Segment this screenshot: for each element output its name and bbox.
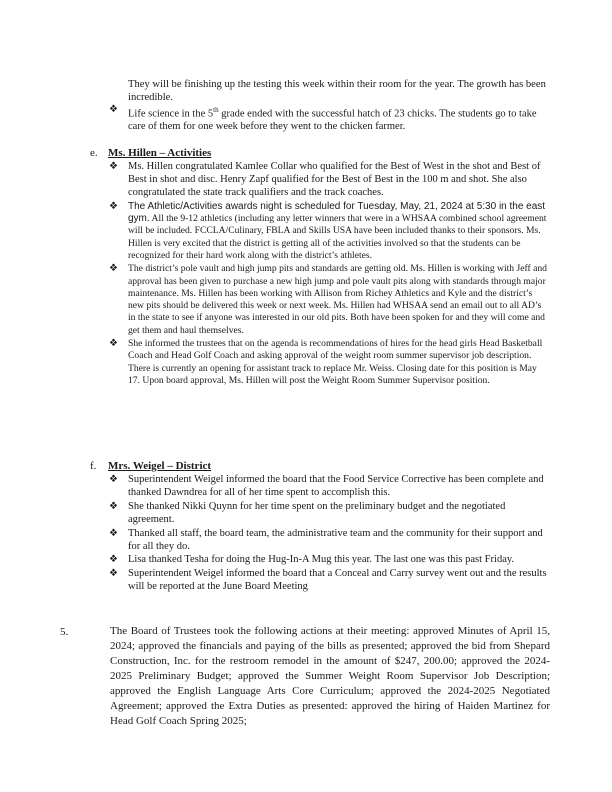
list-item-text: All the 9-12 athletics (including any letter winners that were in a WHSAA combined school agreement will be included. FCCLA/Culinary, FBLA and Skills USA have been included thanks to their sponsors. Ms. Hillen is very excited that the district is getting all of the activities involved so that the students can be recognized for their hard work along with the district’s athletes. <box>128 213 547 261</box>
lead-bullet-sup: th <box>213 106 219 114</box>
diamond-bullet-icon: ❖ <box>109 474 118 485</box>
section-title: Ms. Hillen – Activities <box>108 147 212 159</box>
list-item-text: The district’s pole vault and high jump pits and standards are getting old. Ms. Hillen is working with Jeff and approval has been given to purchase a new high jump and pole vault pits along with standards through major maintenance. Ms. Hillen has been working with Allison from Richey Athletics and Kyle and the district’s new pits should be delivered this week or next week. Ms. Hillen had WHSAA send an email out to all AD’s in the state to see if anyone was interested in our old pits. Both have been spoken for and they will come and get them and haul themselves. <box>128 263 547 336</box>
continued-text: They will be finishing up the testing this week within their room for the year. The growth has been incredible. <box>128 79 546 104</box>
list-item-text: Lisa thanked Tesha for doing the Hug-In-A Mug this year. The last one was this past Friday. <box>128 554 515 566</box>
section-letter: e. <box>90 147 98 159</box>
lead-bullet-list <box>90 104 550 134</box>
diamond-bullet-icon: ❖ <box>109 500 118 512</box>
list-item <box>90 104 550 134</box>
weigel-bullet-list <box>90 474 550 594</box>
section-letter: f. <box>90 460 97 472</box>
list-item-text: She thanked Nikki Quynn for her time spent on the preliminary budget and the negotiated agreement. <box>128 500 506 525</box>
list-item <box>90 474 550 500</box>
diamond-bullet-icon: ❖ <box>109 263 118 275</box>
list-item <box>90 528 550 554</box>
diamond-bullet-icon: ❖ <box>109 568 118 580</box>
lead-bullet-post: grade ended with the successful hatch of 23 chicks. The students go to take care of them for one week before they went to the chicken farmer. <box>128 108 537 133</box>
diamond-bullet-icon: ❖ <box>109 200 118 212</box>
section-title: Mrs. Weigel – District <box>108 460 212 472</box>
awards-night-lead: The Athletic/Activities awards night is scheduled for Tuesday, May, 21, 2024 at 5:30 in the east gym. <box>128 200 546 225</box>
list-item <box>90 161 550 200</box>
board-actions-paragraph: The Board of Trustees took the following actions at their meeting: approved Minutes of April 15, 2024; approved the financials and paying of the bills as presented; approved the bid from Shepard Construction, Inc. for the restroom remodel in the amount of $247, 200.00; approved the 2024-2025 Preliminary Budget; approved the Summer Weight Room Supervisor Job Description; approved the English Language Arts Core Curriculum; approved the 2024-2025 Negotiated Agreement; approved the Extra Duties as presented: approved the hiring of Haiden Martinez for Head Golf Coach Spring 2025; <box>110 625 550 727</box>
list-item <box>90 501 550 527</box>
list-item-text: Superintendent Weigel informed the board that a Conceal and Carry survey went out and the results will be reported at the June Board Meeting <box>128 568 547 593</box>
continued-paragraph <box>128 78 548 105</box>
diamond-bullet-icon: ❖ <box>109 527 118 539</box>
diamond-bullet-icon: ❖ <box>109 161 118 172</box>
hillen-bullet-list <box>90 161 550 387</box>
list-item-text: Superintendent Weigel informed the board that the Food Service Corrective has been complete and thanked Dawndrea for all of her time spent to accomplish this. <box>128 474 544 498</box>
lead-bullet-pre: Life science in the 5 <box>128 108 214 120</box>
section-heading <box>90 147 550 160</box>
list-item-text: She informed the trustees that on the agenda is recommendations of hires for the head girls Head Basketball Coach and Head Golf Coach and asking approval of the weight room summer supervisor job description. There is currently an opening for assistant track to replace Mr. Weiss. Closing date for this position is May 17. Upon board approval, Ms. Hillen will post the Weight Room Summer Supervisor position. <box>128 337 543 386</box>
list-item <box>90 338 550 387</box>
diamond-bullet-icon: ❖ <box>109 104 118 115</box>
lead-bullet-block <box>90 104 550 135</box>
list-item-text: Ms. Hillen congratulated Kamlee Collar who qualified for the Best of West in the shot and Best of Best in shot and disc. Henry Zapf qualified for the Best of Best in the 100 m and shot. She also congratulated the state track qualifiers and the track coaches. <box>128 161 541 198</box>
list-item <box>90 201 550 262</box>
list-item <box>90 568 550 594</box>
section-heading <box>90 460 550 473</box>
item-number: 5. <box>60 626 69 638</box>
list-item <box>90 554 550 567</box>
section-hillen <box>90 147 550 388</box>
list-item-text: Thanked all staff, the board team, the administrative team and the community for their support and for all they do. <box>128 527 543 552</box>
list-item <box>90 263 550 337</box>
section-weigel <box>90 460 550 595</box>
diamond-bullet-icon: ❖ <box>109 554 118 566</box>
diamond-bullet-icon: ❖ <box>109 337 118 349</box>
